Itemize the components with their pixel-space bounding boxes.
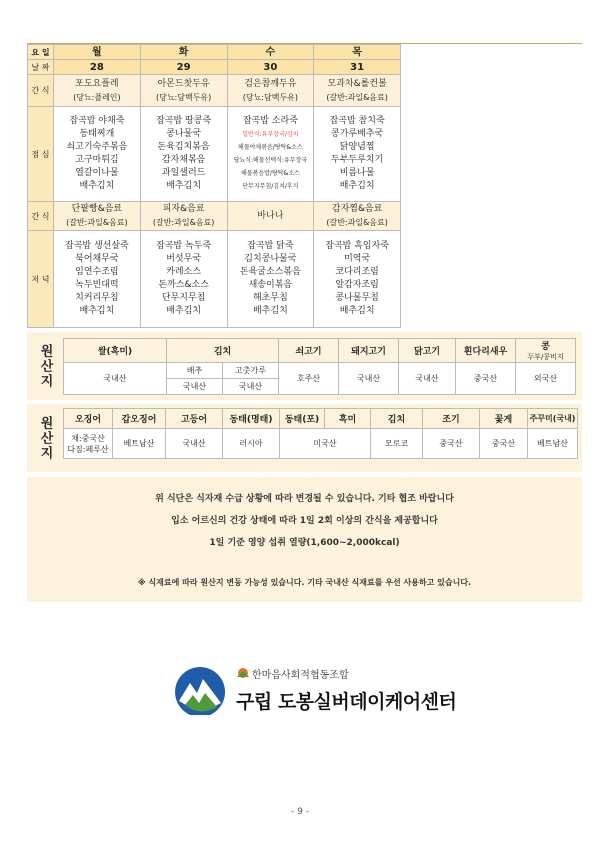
notice-line-1: 위 식단은 식자재 수급 상황에 따라 변경될 수 있습니다. 기타 협조 바랍니다	[155, 494, 454, 504]
center-name: 구립 도봉실버데이케어센터	[236, 691, 457, 713]
date-28: 28	[54, 60, 141, 75]
origin-kimchi-cabbage-value: 국내산	[167, 379, 223, 395]
menu-item: 북어채무국	[75, 254, 119, 264]
menu-item: 버섯무국	[166, 254, 202, 264]
menu-item: 배추김치	[79, 306, 115, 316]
menu-item: 새송이볶음	[248, 280, 293, 290]
origin-table-1	[63, 338, 576, 395]
origin-kimchi-cabbage: 배추	[167, 363, 223, 379]
menu-item: 잡곡밥 닭죽	[247, 241, 294, 251]
menu-item: 쇠고기숙주볶음	[66, 142, 128, 152]
union-name: 한마음사회적협동조합	[252, 670, 349, 681]
menu-item: 모과차&롤컨볼	[327, 78, 387, 89]
notice-line-4: ※ 식재료에 따라 원산지 변동 가능성 있습니다. 기타 국내산 식재료를 우선 사용하고 있습니다.	[137, 578, 472, 587]
origin-value-beef: 호주산	[279, 363, 339, 395]
origin-tag: 원산지	[37, 415, 53, 461]
day-tue: 화	[140, 45, 227, 60]
origin-section-2	[27, 404, 582, 472]
menu-item: 코다리조림	[335, 267, 379, 277]
menu-item: (갈반:과일&음료)	[326, 92, 388, 102]
mountain-logo-icon	[173, 665, 227, 715]
origin2-header-kimchi: 김치	[371, 409, 423, 429]
menu-item: 해초무침	[252, 293, 288, 303]
menu-item: 콩가루배추국	[331, 129, 384, 139]
origin-section-1	[27, 332, 582, 400]
origin2-value-mackerel: 국내산	[166, 429, 223, 459]
menu-item: 당뇨식:해물선택식:유부장국	[233, 157, 308, 164]
notice-line-3: 1일 기준 영양 섭취 열량(1,600~2,000kcal)	[209, 538, 400, 548]
menu-item: 감자채볶음	[161, 155, 206, 165]
origin-header-beef: 쇠고기	[279, 339, 339, 363]
origin-header-kimchi: 김치	[167, 339, 279, 363]
label-day: 요 일	[28, 45, 54, 60]
origin2-header-croaker: 조기	[423, 409, 480, 429]
menu-item: 감자찜&음료	[331, 204, 383, 214]
menu-item: 일반식:유부장국/김치	[242, 131, 299, 138]
origin2-value-black-rice: 모로코	[371, 429, 423, 459]
menu-item: 배추김치	[166, 181, 202, 191]
menu-item: 콩나물국	[166, 129, 202, 139]
origin2-header-pollock-fillet: 동태(포)	[280, 409, 325, 429]
origin-header-shrimp: 흰다리새우	[456, 339, 516, 363]
origin-value: 다짐:페루산	[67, 444, 109, 454]
label-lunch: 점 심	[28, 107, 54, 202]
menu-item: 배추김치	[339, 306, 375, 316]
menu-item: 해물볶음밥/탕탁&소스	[240, 170, 300, 177]
origin-kimchi-pepper: 고춧가루	[223, 363, 279, 379]
menu-item: (갈반:과일&음료)	[152, 218, 215, 227]
origin2-value-croaker: 중국산	[480, 429, 528, 459]
menu-item: (당뇨:담백두유)	[155, 92, 212, 102]
origin2-header-mackerel: 고등어	[166, 409, 223, 429]
menu-item: 잡곡밥 참치죽	[329, 116, 385, 126]
menu-item: 돈까스&소스	[158, 280, 209, 290]
menu-item: 닭양념찜	[339, 142, 375, 152]
snack-am-thu	[314, 75, 401, 107]
origin-kimchi-pepper-value: 국내산	[223, 379, 279, 395]
date-30: 30	[227, 60, 314, 75]
menu-item: (갈반:과일&음료)	[326, 218, 388, 227]
origin2-value-kimchi: 중국산	[423, 429, 480, 459]
menu-item: 잡곡밥 녹두죽	[156, 241, 212, 251]
menu-item: 임연수조림	[75, 267, 119, 277]
label-date: 날 짜	[28, 60, 54, 75]
origin2-value-squid	[64, 429, 113, 459]
menu-item: 비름나물	[339, 168, 375, 178]
menu-item: 잡곡밥 야채죽	[69, 116, 125, 126]
menu-item: 아몬드찻두유	[157, 78, 210, 89]
origin2-value-cuttlefish: 베트남산	[113, 429, 166, 459]
snack-pm-thu	[314, 202, 401, 231]
menu-item: 고구마튀김	[75, 155, 119, 165]
origin2-value-pollock: 러시아	[223, 429, 280, 459]
menu-item: 돈육굴소스볶음	[239, 267, 301, 277]
menu-item: 돈육김치볶음	[157, 142, 210, 152]
menu-item: 알감자조림	[335, 280, 379, 290]
origin-header-rice: 쌀(흑미)	[64, 339, 167, 363]
snack-am-mon	[54, 75, 141, 107]
lunch-wed	[227, 107, 314, 202]
dinner-wed	[227, 231, 314, 328]
dinner-tue	[140, 231, 227, 328]
dinner-thu	[314, 231, 401, 328]
origin-value-chicken: 국내산	[399, 363, 456, 395]
menu-item: 단무지무침/김치/후식	[242, 183, 299, 190]
origin-header-bean	[516, 339, 576, 363]
menu-item: 김치콩나물국	[244, 254, 297, 264]
origin-bean-sub: 두부/콩비지	[527, 353, 564, 361]
menu-item: 잡곡밥 생선살죽	[65, 241, 129, 251]
menu-item: 배추김치	[339, 181, 375, 191]
origin-tag: 원산지	[37, 343, 53, 389]
menu-item: 해물야채볶음/탕탁&소스	[238, 144, 303, 151]
menu-item: 피자&음료	[162, 204, 205, 214]
snack-pm-tue	[140, 202, 227, 231]
menu-item: 카레소스	[166, 267, 202, 277]
origin2-header-black-rice: 흑미	[325, 409, 371, 429]
menu-item: 포도요플레	[75, 78, 119, 89]
label-dinner: 저 녁	[28, 231, 54, 328]
menu-item: 미역국	[344, 254, 371, 264]
menu-item: (갈반:과일&음료)	[66, 218, 128, 227]
origin2-value-pollock-fillet: 미국산	[280, 429, 371, 459]
origin2-header-squid: 오징어	[64, 409, 113, 429]
origin-table-2	[63, 408, 578, 459]
snack-pm-wed	[227, 202, 314, 231]
menu-item: 단무지무침	[161, 293, 206, 303]
menu-item: 배추김치	[166, 306, 202, 316]
origin2-value-octopus: 베트남산	[528, 429, 578, 459]
notice-line-2: 입소 어르신의 건강 상태에 따라 1일 2회 이상의 간식을 제공합니다	[171, 516, 438, 526]
origin2-header-cuttlefish: 갑오징어	[113, 409, 166, 429]
menu-item: 치커리무침	[75, 293, 119, 303]
menu-item: (당뇨:담백두유)	[242, 92, 299, 102]
menu-item: 콩나물무침	[335, 293, 379, 303]
dinner-mon	[54, 231, 141, 328]
day-wed: 수	[227, 45, 314, 60]
menu-item: 과일샐러드	[161, 168, 206, 178]
origin-value-rice: 국내산	[64, 363, 167, 395]
menu-item: 바나나	[257, 210, 284, 221]
lunch-thu	[314, 107, 401, 202]
lunch-tue	[140, 107, 227, 202]
lunch-mon	[54, 107, 141, 202]
snack-pm-mon	[54, 202, 141, 231]
label-snack-am: 간 식	[28, 75, 54, 107]
menu-item: 잡곡밥 흑임자죽	[325, 241, 389, 251]
origin2-header-pollock: 동태(명태)	[223, 409, 280, 429]
menu-item: 단팥빵&음료	[71, 204, 123, 214]
label-snack-pm: 간 식	[28, 202, 54, 231]
day-thu: 목	[314, 45, 401, 60]
notice-box	[27, 477, 582, 602]
origin-value: 채:중국산	[71, 433, 105, 443]
date-29: 29	[140, 60, 227, 75]
sun-icon	[236, 666, 250, 680]
menu-item: 동태찌개	[79, 129, 115, 139]
origin-header-pork: 돼지고기	[339, 339, 399, 363]
origin-value-shrimp: 중국산	[456, 363, 516, 395]
origin-bean-label: 콩	[541, 342, 550, 352]
menu-item: 잡곡밥 소라죽	[242, 116, 298, 126]
day-mon: 월	[54, 45, 141, 60]
menu-item: 잡곡밥 땅콩죽	[156, 116, 212, 126]
origin2-header-octopus: 주꾸미(국내)	[528, 409, 578, 429]
menu-item: 녹두빈대떡	[75, 280, 119, 290]
date-31: 31	[314, 60, 401, 75]
origin2-header-crab: 꽃게	[480, 409, 528, 429]
menu-item: 두부두루치기	[331, 155, 384, 165]
weekly-menu-table	[27, 44, 401, 328]
snack-am-tue	[140, 75, 227, 107]
origin-value-bean: 외국산	[516, 363, 576, 395]
menu-item: 검은참깨두유	[244, 78, 297, 89]
menu-item: 열갈이나물	[75, 168, 119, 178]
origin-value-pork: 국내산	[339, 363, 399, 395]
snack-am-wed	[227, 75, 314, 107]
origin-header-chicken: 닭고기	[399, 339, 456, 363]
menu-item: 배추김치	[79, 181, 115, 191]
menu-item: 배추김치	[252, 306, 288, 316]
page-number: - 9 -	[291, 807, 309, 817]
menu-item: (당뇨:플레인)	[73, 92, 121, 102]
